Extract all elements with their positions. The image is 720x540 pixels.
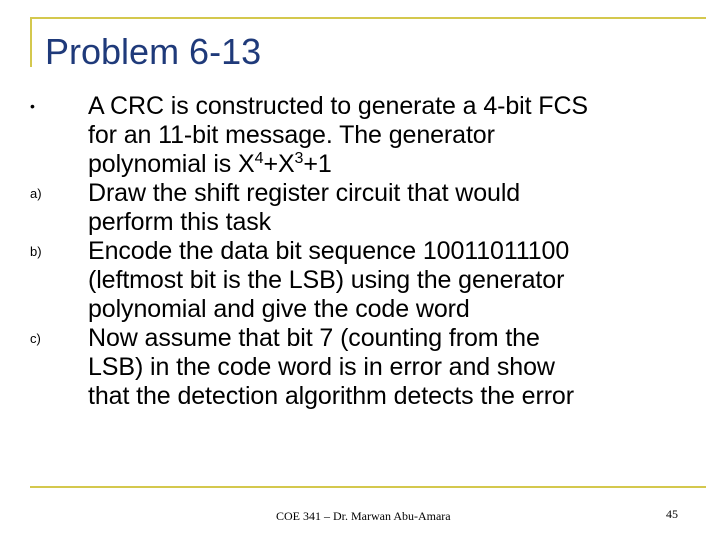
item-text (88, 237, 569, 324)
text-line: LSB) in the code word is in error and show (88, 353, 555, 381)
list-item-a (28, 179, 698, 237)
text-line: perform this task (88, 208, 272, 236)
poly-suffix: +1 (303, 150, 332, 178)
text-line: Encode the data bit sequence 10011011100 (88, 237, 570, 265)
item-text (88, 179, 520, 237)
text-line: Draw the shift register circuit that would (88, 179, 521, 207)
item-text (88, 324, 574, 411)
item-marker: a) (30, 186, 42, 201)
item-marker: c) (30, 331, 41, 346)
poly-mid: +X (263, 150, 295, 178)
frame-left-line (30, 17, 32, 67)
bullet-marker: • (30, 98, 35, 114)
poly-exponent: 3 (294, 150, 304, 167)
text-line: A CRC is constructed to generate a 4-bit FCS (88, 92, 588, 120)
frame-bottom-line (30, 486, 706, 488)
text-line: (leftmost bit is the LSB) using the generator (88, 266, 565, 294)
slide-title: Problem 6-13 (45, 31, 262, 72)
item-text (88, 92, 588, 179)
polynomial-line (88, 150, 588, 179)
frame-top-line (30, 17, 706, 19)
text-line: that the detection algorithm detects the error (88, 382, 574, 410)
item-marker: b) (30, 244, 42, 259)
footer-text: COE 341 – Dr. Marwan Abu-Amara (276, 509, 451, 523)
list-item-intro (28, 92, 698, 179)
text-line: for an 11-bit message. The generator (88, 121, 495, 149)
poly-prefix: polynomial is X (88, 150, 255, 178)
page-number: 45 (666, 507, 678, 521)
bullet-list (28, 92, 698, 411)
list-item-b (28, 237, 698, 324)
poly-exponent: 4 (254, 150, 264, 167)
text-line: polynomial and give the code word (88, 295, 470, 323)
list-item-c (28, 324, 698, 411)
text-line: Now assume that bit 7 (counting from the (88, 324, 540, 352)
